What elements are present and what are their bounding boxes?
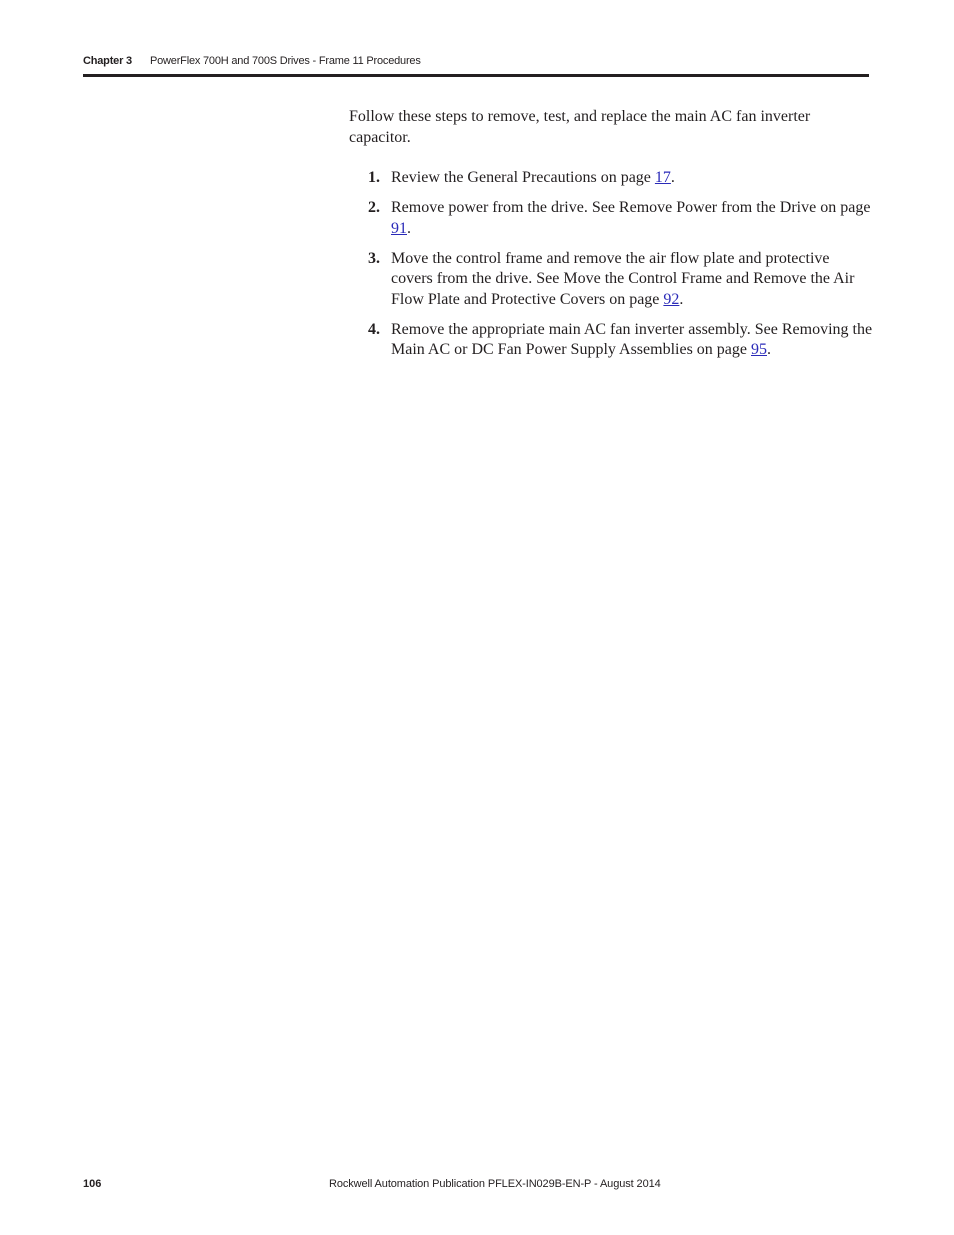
step-number: 1. [368, 169, 380, 186]
intro-paragraph: Follow these steps to remove, test, and replace the main AC fan inverter capacitor. [349, 108, 811, 146]
step-item [349, 249, 874, 311]
main-content [349, 107, 874, 370]
step-text-end: . [767, 341, 771, 358]
step-text: Move the control frame and remove the air flow plate and protective covers from the drive. See Move the Control Frame and Remove the Air Flow Plate and Protective Covers on page [391, 249, 855, 308]
chapter-label: Chapter 3 [83, 55, 132, 67]
page-header [83, 52, 869, 72]
step-number: 4. [368, 320, 380, 338]
header-divider [83, 74, 869, 77]
step-item [349, 168, 874, 189]
step-text-end: . [679, 290, 684, 308]
step-text: Remove the appropriate main AC fan inverter assembly. See Removing the Main AC or DC Fan Power Supply Assemblies on page [391, 320, 873, 358]
page-number: 106 [83, 1178, 102, 1190]
chapter-title: PowerFlex 700H and 700S Drives - Frame 11 Procedures [150, 55, 421, 67]
procedure-steps [349, 168, 874, 361]
step-text: Remove power from the drive. See Remove Power from the Drive on page [391, 199, 871, 216]
step-number: 3. [368, 249, 380, 267]
page-link-91[interactable]: 91 [391, 219, 407, 237]
step-item [349, 198, 874, 239]
page-link-17[interactable]: 17 [654, 169, 671, 186]
step-text-end: . [670, 169, 675, 186]
page-footer [83, 1176, 869, 1194]
page-link-95[interactable]: 95 [751, 341, 767, 358]
step-text-end: . [407, 219, 411, 237]
step-item [349, 320, 874, 361]
step-text: Review the General Precautions on page [391, 169, 655, 186]
page-link-92[interactable]: 92 [663, 290, 680, 308]
step-number: 2. [368, 199, 380, 216]
publication-info: Rockwell Automation Publication PFLEX-IN029B-EN-P - August 2014 [329, 1178, 661, 1190]
